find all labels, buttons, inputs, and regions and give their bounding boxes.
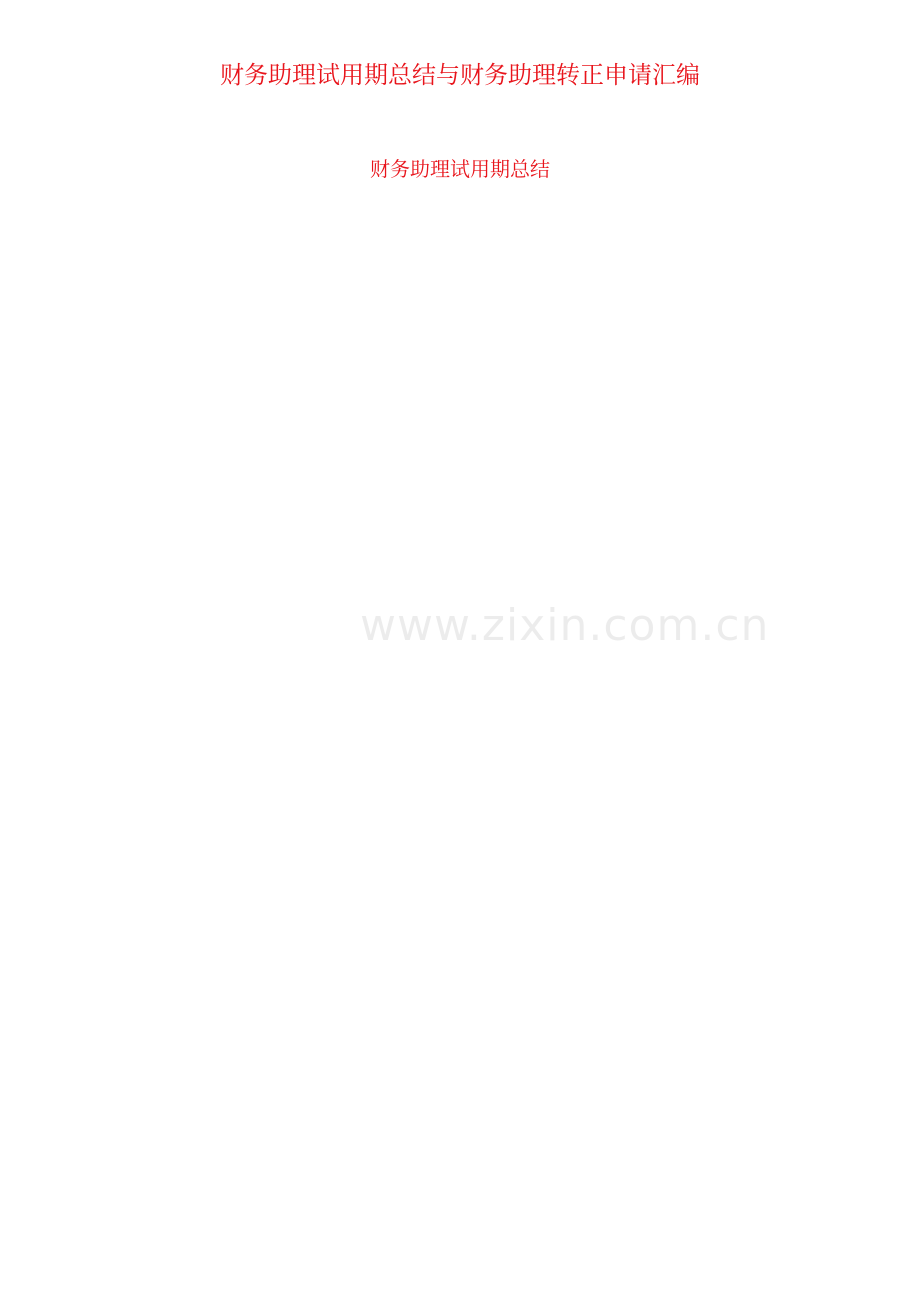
watermark: www.zixin.com.cn — [360, 600, 770, 651]
section-title: 财务助理试用期总结 — [370, 157, 550, 181]
document-title: 财务助理试用期总结与财务助理转正申请汇编 — [220, 61, 700, 89]
